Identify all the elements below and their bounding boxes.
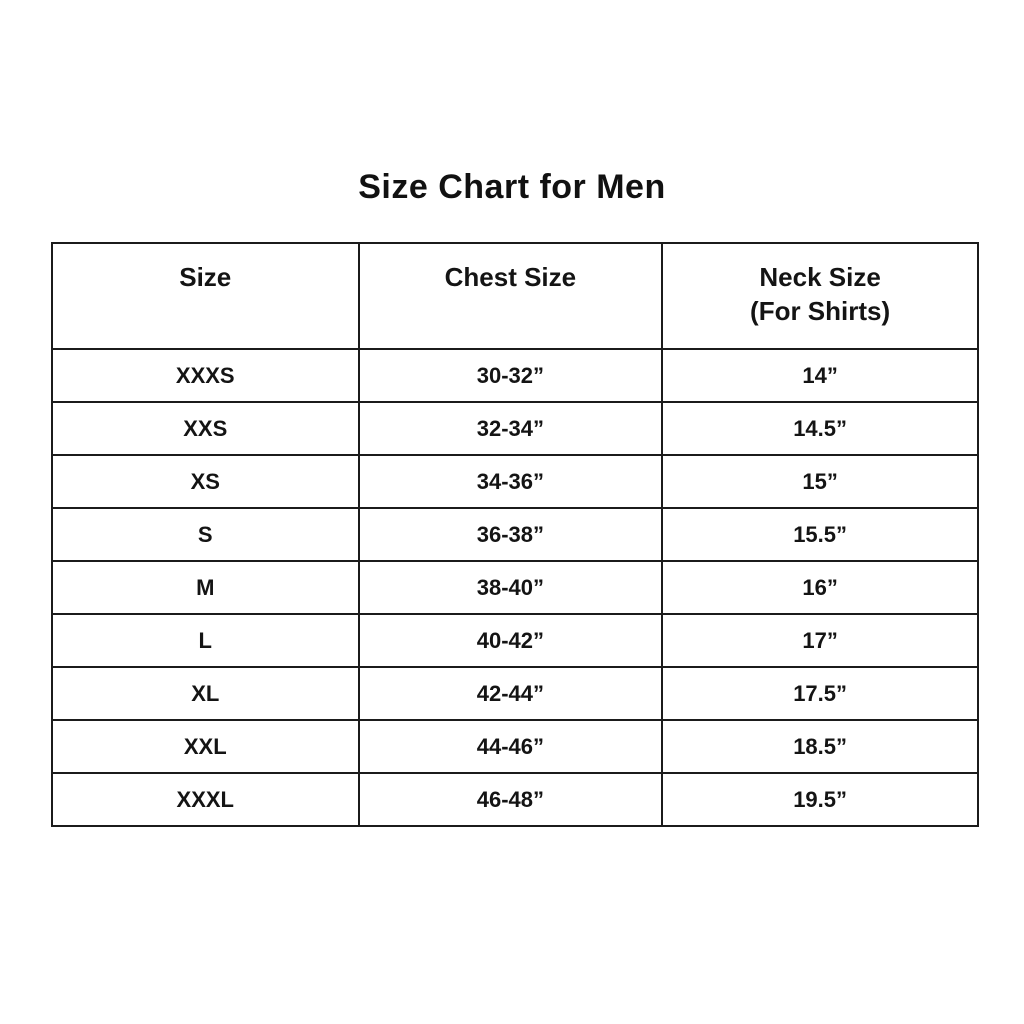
size-chart-table xyxy=(51,242,979,827)
neck-size-label: Neck Size xyxy=(759,262,881,292)
table-header-row xyxy=(52,243,978,349)
cell-chest: 42-44” xyxy=(359,667,663,720)
cell-chest: 46-48” xyxy=(359,773,663,826)
cell-neck: 15.5” xyxy=(662,508,978,561)
cell-neck: 14” xyxy=(662,349,978,402)
table-row xyxy=(52,455,978,508)
cell-size: XS xyxy=(52,455,359,508)
cell-chest: 34-36” xyxy=(359,455,663,508)
cell-neck: 17” xyxy=(662,614,978,667)
cell-size: XL xyxy=(52,667,359,720)
table-row xyxy=(52,561,978,614)
table-body xyxy=(52,349,978,826)
column-header-size: Size xyxy=(52,243,359,349)
cell-neck: 18.5” xyxy=(662,720,978,773)
cell-size: M xyxy=(52,561,359,614)
table-row xyxy=(52,720,978,773)
cell-size: XXL xyxy=(52,720,359,773)
table-row xyxy=(52,667,978,720)
table-row xyxy=(52,614,978,667)
table-row xyxy=(52,508,978,561)
table-row xyxy=(52,402,978,455)
page-title: Size Chart for Men xyxy=(358,168,666,206)
cell-chest: 44-46” xyxy=(359,720,663,773)
cell-size: XXXS xyxy=(52,349,359,402)
cell-neck: 15” xyxy=(662,455,978,508)
cell-neck: 19.5” xyxy=(662,773,978,826)
cell-size: XXS xyxy=(52,402,359,455)
cell-chest: 32-34” xyxy=(359,402,663,455)
column-header-chest-size: Chest Size xyxy=(359,243,663,349)
neck-size-sublabel: (For Shirts) xyxy=(750,296,891,326)
cell-neck: 17.5” xyxy=(662,667,978,720)
cell-neck: 14.5” xyxy=(662,402,978,455)
cell-size: XXXL xyxy=(52,773,359,826)
cell-size: S xyxy=(52,508,359,561)
cell-chest: 40-42” xyxy=(359,614,663,667)
cell-neck: 16” xyxy=(662,561,978,614)
column-header-neck-size xyxy=(662,243,978,349)
cell-chest: 38-40” xyxy=(359,561,663,614)
cell-chest: 30-32” xyxy=(359,349,663,402)
cell-size: L xyxy=(52,614,359,667)
table-row xyxy=(52,773,978,826)
table-row xyxy=(52,349,978,402)
cell-chest: 36-38” xyxy=(359,508,663,561)
